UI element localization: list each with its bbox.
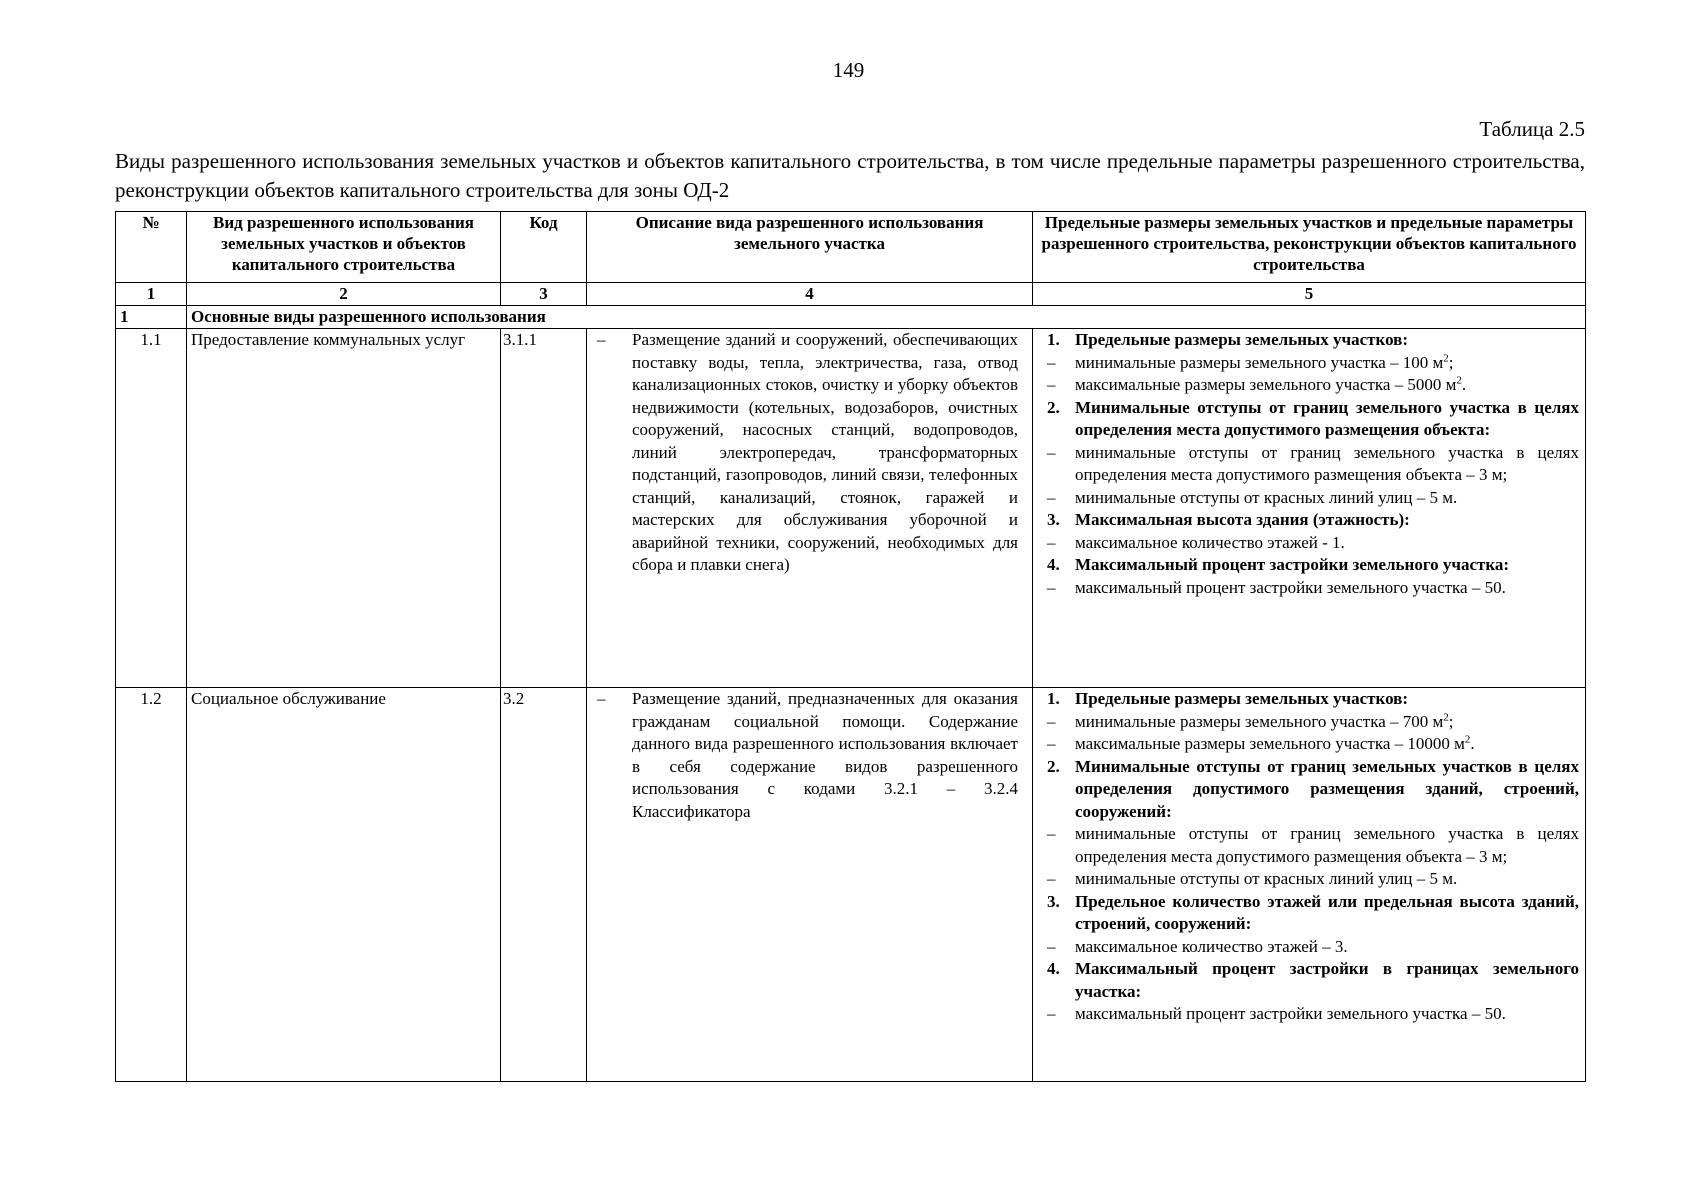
dash-mark: – — [597, 330, 606, 349]
parameter-heading-text: Минимальные отступы от границ земельных участков в целях определения допустимого размещения зданий, строений, сооружений: — [1075, 756, 1579, 821]
superscript: 2 — [1464, 733, 1471, 746]
table-label: Таблица 2.5 — [1479, 117, 1585, 141]
dash-mark: – — [597, 689, 606, 708]
row-description — [587, 688, 1033, 1082]
section-row — [116, 306, 1586, 329]
parameter-item-text: максимальное количество этажей – 3. — [1075, 936, 1348, 956]
parameter-number: 3. — [1047, 510, 1060, 529]
parameter-item-text: минимальные отступы от красных линий улиц – 5 м. — [1075, 487, 1458, 507]
parameter-item-tail: . — [1461, 375, 1467, 394]
dash-mark: – — [1047, 487, 1056, 507]
parameter-number: 2. — [1047, 756, 1060, 776]
parameter-number: 4. — [1047, 959, 1060, 978]
column-number: 4 — [587, 283, 1033, 306]
parameter-item — [1047, 868, 1579, 891]
section-num: 1 — [116, 306, 187, 329]
dash-mark: – — [1047, 869, 1056, 888]
parameter-heading — [1047, 756, 1579, 824]
table-row — [116, 329, 1586, 688]
dash-mark: – — [1047, 577, 1056, 597]
column-number: 3 — [501, 283, 587, 306]
description-text: Размещение зданий и сооружений, обеспечивающих поставку воды, тепла, электричества, газа, отвод канализационных стоков, очистку и уборку объектов недвижимости (котельных, водозаборов, очистных сооружений, насосных станций, водопроводов, линий электропередач, трансформаторных подстанций, газопроводов, линий связи, телефонных станций, канализаций, стоянок, гаражей и мастерских для обслуживания уборочной и аварийной техники, сооружений, необходимых для сбора и плавки снега) — [632, 330, 1018, 574]
parameter-heading-text: Максимальный процент застройки земельного участка: — [1075, 555, 1510, 574]
dash-mark: – — [1047, 936, 1056, 956]
row-description — [587, 329, 1033, 688]
dash-mark: – — [1047, 1004, 1056, 1023]
dash-mark: – — [1047, 442, 1056, 462]
row-code: 3.2 — [501, 688, 587, 1082]
row-number: 1.2 — [116, 688, 187, 1082]
dash-mark: – — [1047, 824, 1056, 843]
dash-mark: – — [1047, 734, 1056, 753]
row-parameters — [1033, 688, 1586, 1082]
parameter-item — [1047, 1003, 1579, 1026]
parameter-item-tail: . — [1470, 734, 1475, 753]
parameter-item-tail: ; — [1448, 352, 1454, 372]
header-num: № — [116, 212, 187, 283]
parameter-heading — [1047, 397, 1579, 442]
section-label: Основные виды разрешенного использования — [187, 306, 1586, 329]
page-number: 149 — [832, 58, 865, 82]
superscript: 2 — [1443, 710, 1449, 723]
parameter-number: 2. — [1047, 397, 1060, 417]
parameter-heading-text: Максимальный процент застройки в границах земельного участка: — [1075, 959, 1579, 1001]
parameter-item-text: минимальные размеры земельного участка – 700 м — [1075, 711, 1444, 731]
parameter-item — [1047, 352, 1579, 375]
parameter-heading-text: Предельные размеры земельных участков: — [1075, 330, 1409, 349]
header-desc: Описание вида разрешенного использования земельного участка — [587, 212, 1033, 283]
column-number-row — [116, 283, 1586, 306]
superscript: 2 — [1443, 351, 1449, 364]
parameter-number: 1. — [1047, 330, 1060, 349]
header-kind: Вид разрешенного использования земельных участков и объектов капитального строительства — [187, 212, 501, 283]
parameter-item — [1047, 487, 1579, 510]
document-title: Виды разрешенного использования земельных участков и объектов капитального строительства, в том числе предельные параметры разрешенного строительства, реконструкции объектов капитального строительства для зоны ОД-2 — [115, 149, 1585, 202]
parameter-item-text: минимальные отступы от границ земельного участка в целях определения места допустимого размещения объекта – 3 м; — [1075, 442, 1579, 484]
parameter-item-text: максимальные размеры земельного участка – 5000 м — [1075, 375, 1457, 394]
parameter-item-text: минимальные отступы от красных линий улиц – 5 м. — [1075, 869, 1458, 888]
zoning-table — [115, 211, 1586, 1082]
parameter-item — [1047, 577, 1579, 600]
table-body — [116, 329, 1586, 1082]
parameter-item-text: минимальные отступы от границ земельного участка в целях определения места допустимого размещения объекта – 3 м; — [1075, 824, 1579, 866]
parameter-heading — [1047, 554, 1579, 577]
dash-mark: – — [1047, 375, 1056, 394]
parameter-heading — [1047, 958, 1579, 1003]
parameter-item — [1047, 711, 1579, 734]
dash-mark: – — [1047, 352, 1056, 372]
parameter-item — [1047, 936, 1579, 959]
row-parameters — [1033, 329, 1586, 688]
parameter-heading-text: Максимальная высота здания (этажность): — [1075, 510, 1410, 529]
description-text: Размещение зданий, предназначенных для оказания гражданам социальной помощи. Содержание данного вида разрешенного использования включает в себя содержание видов разрешенного использования с кодами 3.2.1 – 3.2.4 Классификатора — [632, 689, 1018, 821]
parameter-heading — [1047, 688, 1579, 711]
parameter-item-text: максимальный процент застройки земельного участка – 50. — [1075, 577, 1506, 597]
parameter-heading — [1047, 509, 1579, 532]
row-code: 3.1.1 — [501, 329, 587, 688]
parameter-item — [1047, 442, 1579, 487]
row-kind: Социальное обслуживание — [187, 688, 501, 1082]
parameter-heading-text: Предельные размеры земельных участков: — [1075, 689, 1409, 708]
header-code: Код — [501, 212, 587, 283]
parameter-item — [1047, 733, 1579, 756]
parameter-item-text: максимальный процент застройки земельного участка – 50. — [1075, 1004, 1506, 1023]
parameter-heading — [1047, 329, 1579, 352]
parameter-heading — [1047, 891, 1579, 936]
dash-mark: – — [1047, 532, 1056, 552]
parameter-number: 4. — [1047, 555, 1060, 574]
superscript: 2 — [1456, 374, 1462, 387]
column-number: 1 — [116, 283, 187, 306]
dash-mark: – — [1047, 711, 1056, 731]
parameter-item — [1047, 823, 1579, 868]
parameter-item — [1047, 374, 1579, 397]
parameter-heading-text: Минимальные отступы от границ земельного участка в целях определения места допустимого размещения объекта: — [1075, 397, 1579, 439]
table-row — [116, 688, 1586, 1082]
header-limits: Предельные размеры земельных участков и предельные параметры разрешенного строительства, реконструкции объектов капитального строительства — [1033, 212, 1586, 283]
parameter-heading-text: Предельное количество этажей или предельная высота зданий, строений, сооружений: — [1075, 891, 1579, 933]
table-header-row — [116, 212, 1586, 283]
row-number: 1.1 — [116, 329, 187, 688]
parameter-item-text: минимальные размеры земельного участка – 100 м — [1075, 352, 1444, 372]
parameter-item-text: максимальное количество этажей - 1. — [1075, 532, 1345, 552]
row-kind: Предоставление коммунальных услуг — [187, 329, 501, 688]
column-number: 2 — [187, 283, 501, 306]
parameter-item-text: максимальные размеры земельного участка – 10000 м — [1075, 734, 1465, 753]
parameter-item-tail: ; — [1448, 711, 1454, 731]
parameter-number: 3. — [1047, 891, 1060, 911]
parameter-item — [1047, 532, 1579, 555]
parameter-number: 1. — [1047, 689, 1060, 708]
column-number: 5 — [1033, 283, 1586, 306]
